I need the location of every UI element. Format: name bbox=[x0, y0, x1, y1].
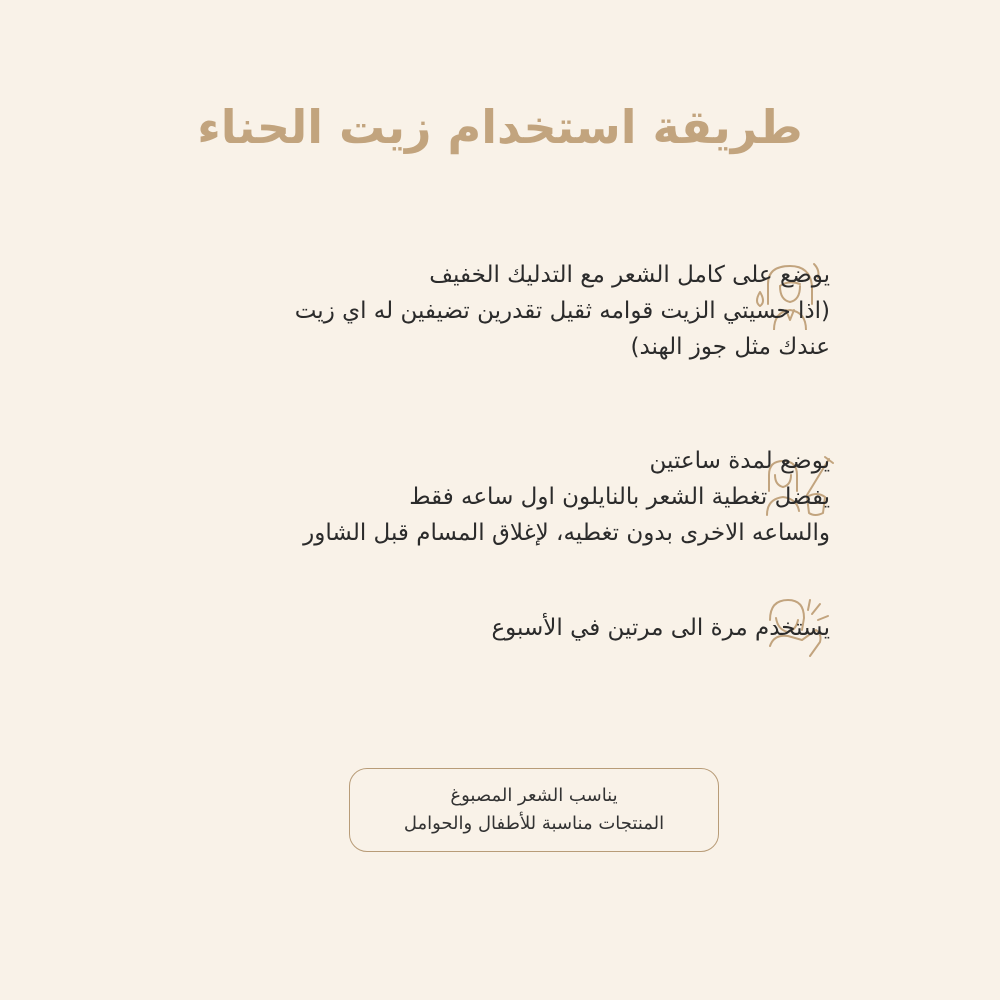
step-3 bbox=[491, 610, 830, 646]
step-text-line: يستخدم مرة الى مرتين في الأسبوع bbox=[491, 615, 830, 641]
step-text-line: يفضل تغطية الشعر بالنايلون اول ساعه فقط bbox=[409, 484, 830, 510]
step-1 bbox=[295, 257, 830, 365]
page-title: طريقة استخدام زيت الحناء bbox=[197, 100, 803, 154]
step-2 bbox=[303, 443, 830, 551]
note-line: يناسب الشعر المصبوغ bbox=[450, 785, 618, 806]
note-box bbox=[349, 768, 719, 852]
step-text-line: (اذا حسيتي الزيت قوامه ثقيل تقدرين تضيفين له اي زيت bbox=[294, 298, 830, 324]
step-text-line: يوضع على كامل الشعر مع التدليك الخفيف bbox=[429, 262, 830, 288]
note-line: المنتجات مناسبة للأطفال والحوامل bbox=[403, 813, 665, 834]
step-text-line: والساعه الاخرى بدون تغطيه، لإغلاق المسام قبل الشاور bbox=[303, 520, 830, 546]
step-text-line: عندك مثل جوز الهند) bbox=[630, 334, 830, 360]
step-text-line: يوضع لمدة ساعتين bbox=[649, 448, 830, 474]
